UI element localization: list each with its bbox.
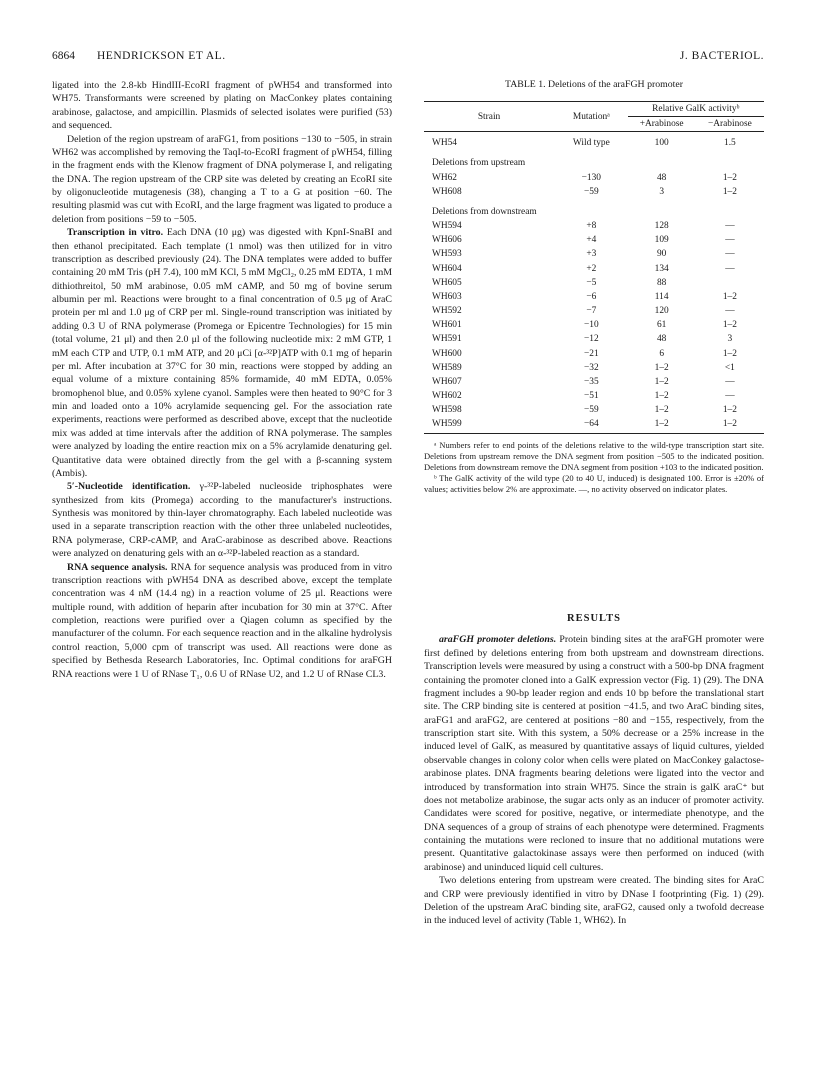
- table-row: [424, 417, 764, 434]
- cell-plus: 3: [659, 186, 664, 197]
- cell-mutation: −32: [583, 362, 599, 373]
- cell-mutation: +3: [586, 249, 597, 260]
- deletions-table: [424, 101, 764, 434]
- table-1: [424, 79, 764, 495]
- table-footnotes: [424, 440, 764, 495]
- cell-minus: 1–2: [722, 172, 737, 183]
- cell-mutation: −7: [586, 306, 597, 317]
- cell-minus: —: [725, 249, 735, 260]
- paragraph: [52, 226, 392, 480]
- table-row: [424, 389, 764, 403]
- table-row: [424, 233, 764, 247]
- cell-plus: 1–2: [654, 405, 669, 416]
- cell-strain: WH605: [432, 277, 462, 288]
- cell-plus: 134: [654, 263, 669, 274]
- cell-strain: WH62: [432, 172, 457, 183]
- cell-mutation: −6: [586, 291, 597, 302]
- cell-plus: 1–2: [654, 376, 669, 387]
- cell-minus: —: [725, 306, 735, 317]
- col-header-activity: Relative GalK activityᵇ: [628, 102, 764, 117]
- table-row: [424, 304, 764, 318]
- group-heading-row: [424, 199, 764, 219]
- cell-minus: 3: [727, 334, 733, 345]
- cell-mutation: +4: [586, 235, 597, 246]
- cell-strain: WH606: [432, 235, 462, 246]
- cell-mutation: −35: [583, 376, 599, 387]
- cell-mutation: −51: [583, 390, 599, 401]
- cell-mutation: +8: [586, 221, 597, 232]
- cell-plus: 90: [656, 249, 667, 260]
- cell-plus: 100: [654, 138, 669, 149]
- cell-plus: 48: [656, 172, 667, 183]
- running-authors: HENDRICKSON ET AL.: [97, 50, 226, 62]
- cell-mutation: −10: [583, 320, 599, 331]
- table-row: [424, 276, 764, 290]
- table-row: [424, 247, 764, 261]
- cell-minus: —: [725, 263, 735, 274]
- cell-mutation: −64: [555, 417, 627, 434]
- right-column: [424, 599, 764, 928]
- run-in-heading: araFGH promoter deletions.: [439, 634, 557, 646]
- cell-plus: 128: [654, 221, 669, 232]
- cell-minus: —: [725, 235, 735, 246]
- cell-minus: 1–2: [722, 186, 737, 197]
- journal-name: J. BACTERIOL.: [679, 50, 764, 62]
- paragraph: ligated into the 2.8-kb HindIII-EcoRI fragment of pWH54 and transformed into WH75. Transformants were screened by plating on MacConkey plates containing arabinose, galactose, and ampicillin. Plasmids of selected isolates were purified (53) and sequenced.: [52, 80, 392, 132]
- run-in-heading: Transcription in vitro.: [67, 227, 164, 239]
- cell-plus: 120: [654, 306, 669, 317]
- paragraph: Deletion of the region upstream of araFG1, from positions −130 to −505, in strain WH62 was accomplished by removing the TaqI-to-EcoRI fragment of pWH54, filling in the fragment ends with the Klenow fragment of DNA polymerase I, and religating the DNA. The region upstream of the CRP site was deleted by creating an EcoRI site by oligonucleotide mutagenesis (38), changing a T to a G at position −60. The resulting plasmid was cut with EcoRI, and the large fragment was ligated to produce a deletion from positions −59 to −505.: [52, 133, 392, 225]
- page-header: [52, 50, 764, 66]
- paragraph-text: γ-³²P-labeled nucleoside triphosphates were synthesized from kits (Promega) according to the manufacturer's instructions. Synthesis was monitored by thin-layer chromatography. Each labeled nucleotide was used in a separate transcription reaction with the other three unlabeled nucleotides, RNA polymerase, CRP-cAMP, and AraC-arabinose as described above. Reactions were analyzed on denaturing gels with an α-³²P-labeled reaction as a standard.: [52, 481, 392, 560]
- cell-strain: WH603: [432, 291, 462, 302]
- cell-mutation: −59: [583, 186, 599, 197]
- cell-plus: 1–2: [654, 390, 669, 401]
- cell-minus: 1–2: [722, 348, 737, 359]
- cell-mutation: +2: [586, 263, 597, 274]
- table-row: [424, 185, 764, 199]
- col-header-minus-arabinose: −Arabinose: [696, 117, 764, 132]
- group-heading: Deletions from upstream: [432, 158, 526, 169]
- cell-mutation: −130: [581, 172, 601, 183]
- cell-mutation: −5: [586, 277, 597, 288]
- cell-minus: [696, 276, 764, 290]
- cell-mutation: −21: [583, 348, 599, 359]
- group-heading: Deletions from downstream: [432, 206, 537, 217]
- table-row: [424, 132, 764, 151]
- cell-strain: WH54: [432, 138, 457, 149]
- table-row: [424, 318, 764, 332]
- group-heading-row: [424, 150, 764, 170]
- cell-minus: 1–2: [722, 405, 737, 416]
- col-header-plus-arabinose: +Arabinose: [628, 117, 696, 132]
- table-row: [424, 332, 764, 346]
- table-row: [424, 347, 764, 361]
- cell-minus: 1–2: [722, 320, 737, 331]
- cell-strain: WH592: [432, 306, 462, 317]
- table-row: [424, 375, 764, 389]
- paragraph-text: RNA for sequence analysis was produced from in vitro transcription reactions with pWH54 DNA as described above, except the template concentration was 4 nM (14.4 ng) in a reaction volume of 25 μl. Reactions were multiple round, with addition of heparin after incubation for 30 min at 37°C. After completion, reactions were purified over a Qiagen column as specified by the manufacturer of the column. For each sequence reaction and in the alkaline hydrolysis control reaction, 5,000 cpm of transcript was used. All reactions were done as specified by Bethesda Research Laboratories, Inc. Optimal conditions for araFGH RNA reactions were 1 U of RNase T₁, 0.6 U of RNase U2, and 1.2 U of RNase CL3.: [52, 561, 392, 680]
- cell-strain: WH601: [432, 320, 462, 331]
- table-row: [424, 403, 764, 417]
- cell-strain: WH599: [424, 417, 555, 434]
- cell-minus: —: [725, 221, 735, 232]
- cell-minus: —: [725, 376, 735, 387]
- run-in-heading: 5′-Nucleotide identification.: [67, 481, 191, 493]
- paragraph: [424, 633, 764, 874]
- cell-strain: WH594: [432, 221, 462, 232]
- table-row: [424, 219, 764, 233]
- footnote-b: ᵇ The GalK activity of the wild type (20 to 40 U, induced) is designated 100. Error is ±20% of values; activities below 2% are approximate. —, no activity observed on indicator plates.: [424, 473, 764, 495]
- paragraph: [52, 480, 392, 560]
- cell-strain: WH589: [432, 362, 462, 373]
- cell-plus: 1–2: [628, 417, 696, 434]
- footnote-a: ᵃ Numbers refer to end points of the deletions relative to the wild-type transcription start site. Deletions from upstream remove the DNA segment from position −505 to the indicated position. Deletions from downstream remove the DNA segment from position +103 to the indicated position.: [424, 440, 764, 473]
- cell-strain: WH604: [432, 263, 462, 274]
- run-in-heading: RNA sequence analysis.: [67, 561, 168, 573]
- cell-strain: WH600: [432, 348, 462, 359]
- cell-strain: WH591: [432, 334, 462, 345]
- cell-minus: —: [725, 390, 735, 401]
- table-row: [424, 361, 764, 375]
- paragraph: Two deletions entering from upstream were created. The binding sites for AraC and CRP were previously identified in vitro by DNase I footprinting (Fig. 1) (29). Deletion of the upstream AraC binding site, araFG2, caused only a twofold decrease in the induced level of activity (Table 1, WH62). In: [424, 875, 764, 927]
- cell-plus: 109: [654, 235, 669, 246]
- cell-plus: 61: [656, 320, 667, 331]
- table-caption: TABLE 1. Deletions of the araFGH promoter: [505, 79, 683, 90]
- cell-plus: 88: [656, 277, 667, 288]
- section-heading: RESULTS: [567, 613, 621, 624]
- cell-mutation: −59: [583, 405, 599, 416]
- cell-strain: WH602: [432, 390, 462, 401]
- cell-plus: 114: [654, 291, 669, 302]
- cell-strain: WH598: [432, 405, 462, 416]
- table-row: [424, 171, 764, 185]
- paragraph-text: Protein binding sites at the araFGH promoter were first defined by deletions entering from both upstream and downstream directions. Transcription levels were measured by using a construct with a 500-bp DNA fragment containing the promoter cloned into a GalK expression vector (Fig. 1) (29). The DNA fragment includes a 90-bp leader region and ends 10 bp before the translational start site. The CRP binding site is centered at position −41.5, and two AraC binding sites, araFG1 and araFG2, are centered at positions −80 and −155, respectively, from the transcription start site. With this system, a 50% decrease or a 25% increase in the induced level of GalK, as measured by quantitative assays of liquid cultures, yielded observable changes in colony color when cells were plated on MacConkey galactose-arabinose plates. DNA fragments bearing deletions were ligated into the vector and introduced by transformation into strain WH75. Since the strain is galK araC⁺ but does not metabolize arabinose, the sugar acts only as an inducer of promoter activity. Candidates were scored for positive, negative, or intermediate phenotype, and the DNA sequences of a group of strains of each phenotype were determined. Fragments containing the mutations were recloned to insure that no additional mutations were present. Quantitative galactokinase assays were then performed on induced (with arabinose) and uninduced liquid cell cultures.: [424, 634, 764, 873]
- paragraph-text: Each DNA (10 μg) was digested with KpnI-SnaBI and then ethanol precipitated. Each template (1 nmol) was then utilized for in vitro transcription as described previously (24). The DNA templates were added to buffer containing 20 mM Tris (pH 7.4), 100 mM KCl, 5 mM MgCl₂, 0.25 mM EDTA, 1 mM dithiothreitol, 50 mM arabinose, 0.05 mM cAMP, and 50 mg of bovine serum albumin per ml. Reactions were brought to a final concentration of 0.5 μg of AraC protein per ml and 1.0 μg of CRP per ml. Single-round transcription was initiated by adding 0.3 U of RNA polymerase (Promega or Epicentre Technologies) for 15 min (total volume, 21 μl) and then 2.0 μl of the following nucleotide mix: 2 mM GTP, 1 mM each CTP and UTP, 0.1 mM ATP, and 20 μCi [α-³²P]ATP with 0.1 mg of heparin per ml. After incubation at 37°C for 30 min, reactions were stopped by adding an equal volume of a mixture containing 85% formamide, 40 mM EDTA, 0.05% bromophenol blue, and 0.05% xylene cyanol. Samples were then heated to 90°C for 3 min and loaded onto a 10% acrylamide sequencing gel. For the association rate experiments, reactions were performed as described above, except that the nucleotide mix was added at time intervals after the addition of RNA polymerase. The samples were analyzed by loading the entire reaction mix on a 5% acrylamide denaturing gel. Quantitative data were obtained directly from the gel with a β-scanning system (Ambis).: [52, 227, 392, 479]
- cell-mutation: −12: [583, 334, 599, 345]
- cell-minus: 1–2: [696, 417, 764, 434]
- cell-minus: 1–2: [722, 291, 737, 302]
- cell-strain: WH593: [432, 249, 462, 260]
- col-header-strain: Strain: [424, 102, 555, 132]
- paragraph: [52, 561, 392, 681]
- cell-mutation: Wild type: [572, 138, 610, 149]
- cell-strain: WH608: [432, 186, 462, 197]
- cell-minus: <1: [724, 362, 735, 373]
- cell-minus: 1.5: [724, 138, 736, 149]
- cell-plus: 6: [659, 348, 664, 359]
- cell-plus: 1–2: [654, 362, 669, 373]
- cell-strain: WH607: [432, 376, 462, 387]
- left-column: [52, 79, 392, 681]
- table-row: [424, 290, 764, 304]
- page-number: 6864: [52, 50, 75, 62]
- table-row: [424, 262, 764, 276]
- col-header-mutation: Mutationᵃ: [555, 102, 627, 132]
- cell-plus: 48: [656, 334, 667, 345]
